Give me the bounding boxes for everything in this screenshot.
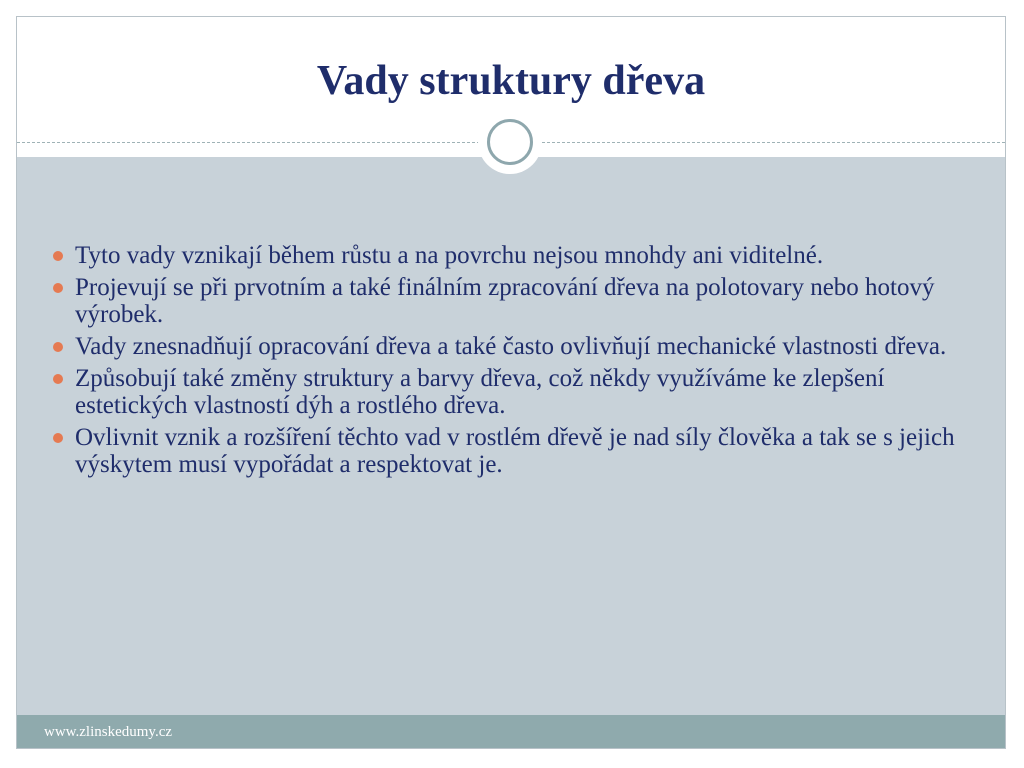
ring-ornament-icon	[487, 119, 533, 165]
bullet-dot-icon	[53, 283, 63, 293]
bullet-item	[51, 424, 961, 478]
bullet-text: Ovlivnit vznik a rozšíření těchto vad v rostlém dřevě je nad síly člověka a tak se s jejich výskytem musí vypořádat a respektovat je.	[75, 424, 955, 478]
bullet-list	[51, 242, 961, 483]
bullet-dot-icon	[53, 433, 63, 443]
slide	[16, 16, 1006, 749]
bullet-item	[51, 274, 961, 328]
slide-title: Vady struktury dřeva	[316, 58, 706, 104]
bullet-text: Způsobují také změny struktury a barvy dřeva, což někdy využíváme ke zlepšení estetických vlastností dýh a rostlého dřeva.	[75, 365, 885, 419]
bullet-dot-icon	[53, 251, 63, 261]
footer-url: www.zlinskedumy.cz	[44, 724, 173, 740]
bullet-item	[51, 242, 961, 269]
bullet-item	[51, 365, 961, 419]
bullet-dot-icon	[53, 374, 63, 384]
bullet-dot-icon	[53, 342, 63, 352]
bullet-text: Projevují se při prvotním a také finálním zpracování dřeva na polotovary nebo hotový výrobek.	[75, 274, 935, 328]
bullet-text: Tyto vady vznikají během růstu a na povrchu nejsou mnohdy ani viditelné.	[75, 242, 824, 269]
bullet-item	[51, 333, 961, 360]
bullet-text: Vady znesnadňují opracování dřeva a také často ovlivňují mechanické vlastnosti dřeva.	[75, 333, 947, 360]
footer-bar	[17, 715, 1005, 748]
